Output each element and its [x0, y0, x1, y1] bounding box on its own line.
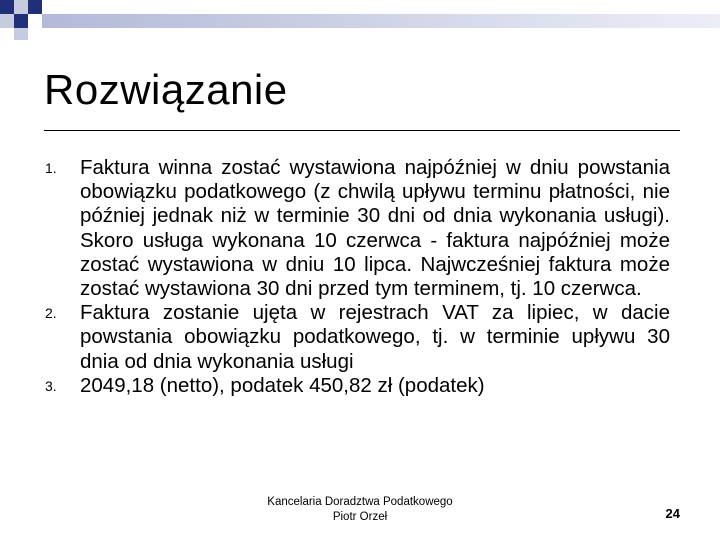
footer-line-author: Piotr Orzeł [332, 511, 388, 523]
footer-line-firm: Kancelaria Doradztwa Podatkowego [267, 496, 453, 508]
list-number: 1. [45, 160, 57, 176]
list-item [45, 374, 670, 398]
solution-list [45, 156, 670, 398]
list-number: 2. [45, 305, 57, 322]
footer [200, 495, 520, 525]
list-item-text: 2049,18 (netto), podatek 450,82 zł (podatek) [80, 373, 485, 397]
header-decoration [0, 0, 720, 40]
page-number: 24 [665, 506, 680, 521]
list-number: 3. [45, 377, 57, 394]
list-item-text: Faktura winna zostać wystawiona najpóźniej w dniu powstania obowiązku podatkowego (z chwilą upływu terminu płatności, nie później jednak niż w terminie 30 dni od dnia wykonania usługi). Skoro usługa wykonana 10 czerwca - faktura najpóźniej może zostać wystawiona w dniu 10 lipca. Najwcześniej faktura może zostać wystawiona 30 dni przed tym terminem, tj. 10 czerwca. [80, 156, 670, 301]
title-underline [44, 130, 680, 131]
list-item [45, 156, 670, 301]
list-item [45, 301, 670, 374]
slide-title: Rozwiązanie [44, 66, 288, 113]
list-item-text: Faktura zostanie ujęta w rejestrach VAT za lipiec, w dacie powstania obowiązku podatkowego, tj. w terminie upływu 30 dnia od dnia wykonania usługi [80, 301, 670, 373]
